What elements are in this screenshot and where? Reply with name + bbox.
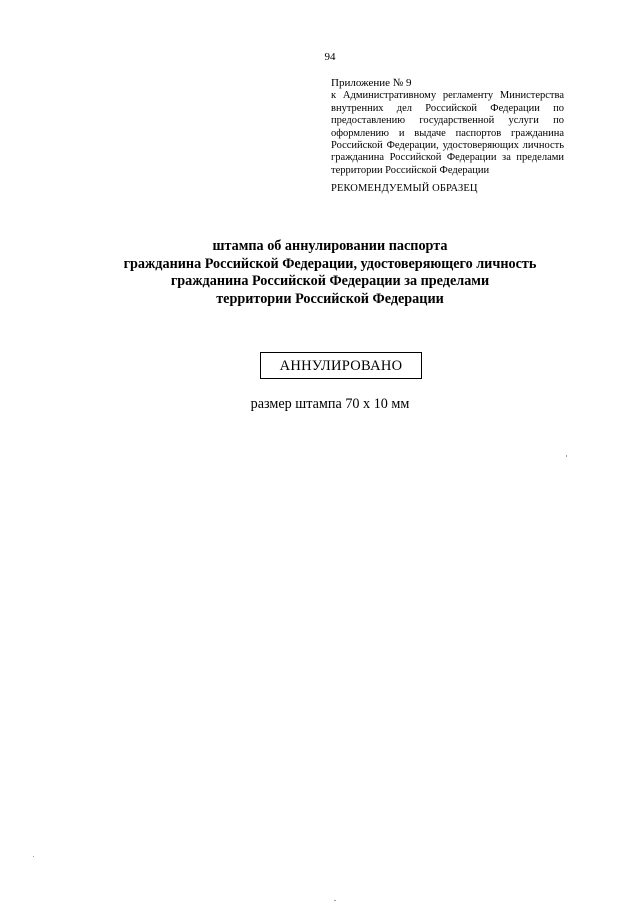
stamp-size-caption: размер штампа 70 х 10 мм [250, 396, 410, 412]
title-line: гражданина Российской Федерации за пределами [170, 273, 490, 289]
document-title [0, 238, 640, 308]
appendix-title: Приложение № 9 [331, 77, 412, 89]
scan-speck [33, 856, 34, 857]
scan-speck [566, 455, 567, 457]
title-line: гражданина Российской Федерации, удостоверяющего личность [123, 255, 537, 272]
scan-speck [334, 900, 336, 901]
title-line: территории Российской Федерации [216, 290, 444, 307]
title-line: штампа об аннулировании паспорта [212, 238, 448, 254]
appendix-text: к Административному регламенту Министерства внутренних дел Российской Федерации по предоставлению государственной услуги по оформлению и выдаче паспортов гражданина Российской Федерации, удостоверяющих личность гражданина Российской Федерации за пределами территории Российской Федерации [331, 90, 564, 176]
appendix-header [331, 77, 564, 177]
recommended-sample-label: РЕКОМЕНДУЕМЫЙ ОБРАЗЕЦ [331, 183, 478, 194]
page-number: 94 [324, 51, 336, 63]
annulled-stamp: АННУЛИРОВАНО [260, 352, 422, 379]
